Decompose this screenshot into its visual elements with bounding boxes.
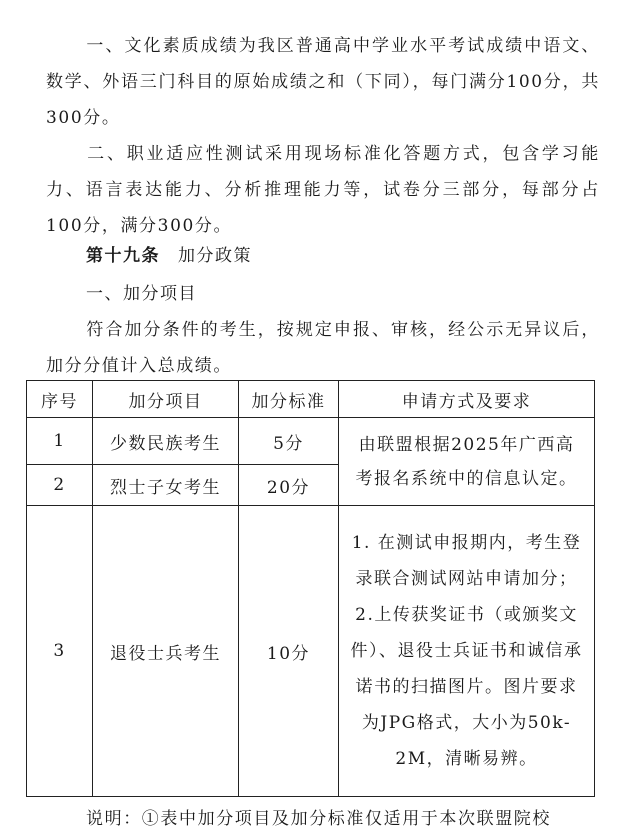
cell-seq: 3 bbox=[27, 506, 93, 797]
paragraph-culture-score bbox=[46, 28, 600, 136]
article-heading bbox=[86, 240, 252, 272]
header-item: 加分项目 bbox=[93, 381, 239, 418]
paragraph-bonus-rule bbox=[46, 312, 600, 384]
requirement-step-2: 2.上传获奖证书（或颁奖文件）、退役士兵证书和诚信承诺书的扫描图片。图片要求为JPG格式，大小为50k-2M，清晰易辨。 bbox=[350, 605, 583, 769]
cell-standard: 20分 bbox=[239, 465, 339, 506]
cell-requirement-merged: 由联盟根据2025年广西高考报名系统中的信息认定。 bbox=[339, 418, 595, 506]
bonus-table bbox=[26, 380, 595, 797]
cell-item: 退役士兵考生 bbox=[93, 506, 239, 797]
paragraph-vocational-test bbox=[46, 136, 600, 244]
requirement-step-1: 1. 在测试申报期内，考生登录联合测试网站申请加分； bbox=[351, 533, 582, 589]
cell-standard: 5分 bbox=[239, 418, 339, 465]
article-number: 第十九条 bbox=[86, 246, 160, 266]
cell-seq: 2 bbox=[27, 465, 93, 506]
cell-item: 烈士子女考生 bbox=[93, 465, 239, 506]
table-row bbox=[27, 418, 595, 465]
article-title: 加分政策 bbox=[178, 246, 252, 266]
paragraph-bonus-rule-text: 符合加分条件的考生，按规定申报、审核，经公示无异议后，加分分值计入总成绩。 bbox=[46, 320, 600, 376]
cell-seq: 1 bbox=[27, 418, 93, 465]
paragraph-culture-score-text: 一、文化素质成绩为我区普通高中学业水平考试成绩中语文、数学、外语三门科目的原始成绩之和（下同），每门满分100分，共300分。 bbox=[46, 36, 600, 128]
table-note: 说明：①表中加分项目及加分标准仅适用于本次联盟院校 bbox=[86, 809, 551, 829]
section-heading: 一、加分项目 bbox=[86, 284, 197, 304]
header-requirement: 申请方式及要求 bbox=[339, 381, 595, 418]
table-row bbox=[27, 506, 595, 797]
paragraph-vocational-test-text: 二、职业适应性测试采用现场标准化答题方式，包含学习能力、语言表达能力、分析推理能力等，试卷分三部分，每部分占100分，满分300分。 bbox=[46, 144, 600, 236]
cell-standard: 10分 bbox=[239, 506, 339, 797]
table-header-row bbox=[27, 381, 595, 418]
cell-item: 少数民族考生 bbox=[93, 418, 239, 465]
header-seq: 序号 bbox=[27, 381, 93, 418]
cell-requirement-veteran bbox=[339, 506, 595, 797]
header-standard: 加分标准 bbox=[239, 381, 339, 418]
